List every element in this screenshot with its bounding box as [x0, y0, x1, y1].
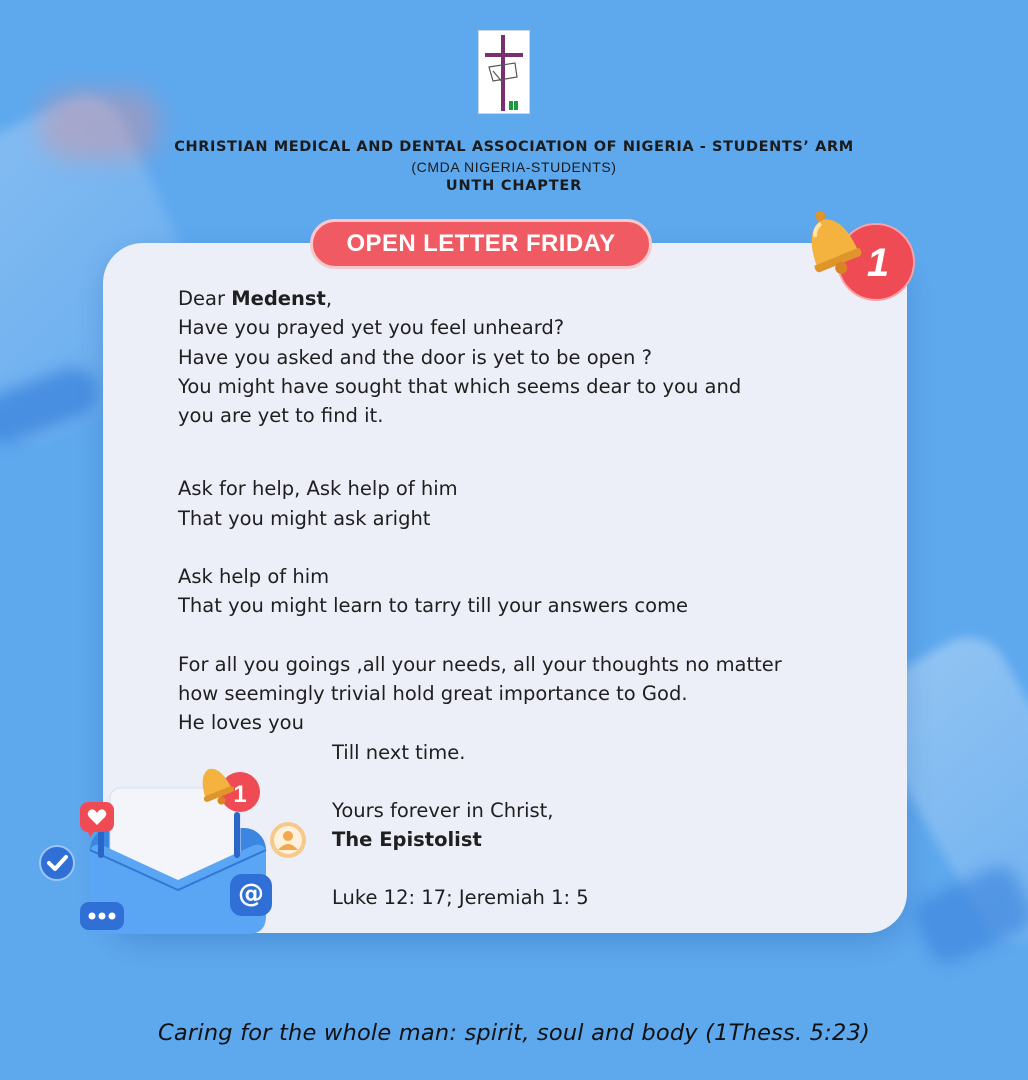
salutation-punctuation: ,: [325, 287, 333, 310]
letter-line: That you might learn to tarry till your answers come: [178, 594, 689, 618]
recipient-name: Medenst: [231, 287, 326, 310]
letter-line: Ask for help, Ask help of him: [178, 477, 458, 501]
letter-line: For all you goings ,all your needs, all your thoughts no matter: [178, 652, 782, 676]
cmda-logo: [478, 30, 530, 114]
letter-line: That you might ask aright: [178, 506, 431, 530]
bell-icon: [194, 758, 266, 814]
salutation: Dear: [178, 287, 232, 310]
heart-icon: [78, 800, 116, 838]
letter-line: He loves you: [178, 711, 304, 735]
chapter-name: UNTH CHAPTER: [445, 178, 583, 194]
tagline: Caring for the whole man: spirit, soul and body (1Thess. 5:23): [158, 1020, 870, 1046]
scripture-references: Luke 12: 17; Jeremiah 1: 5: [332, 886, 589, 910]
at-icon: @: [230, 874, 272, 916]
mail-notification-count: 1: [233, 781, 247, 808]
organization-header: [0, 138, 1028, 195]
letter-line: Have you prayed yet you feel unheard?: [178, 316, 565, 340]
letter-line: how seemingly trivial hold great importance to God.: [178, 681, 688, 705]
letter-line: You might have sought that which seems dear to you and: [178, 374, 742, 398]
closing-line: Yours forever in Christ,: [332, 798, 554, 822]
closing-line: Till next time.: [332, 740, 466, 764]
notification-count: 1: [866, 241, 890, 285]
mailbox-illustration: [34, 758, 294, 948]
letter-line: Have you asked and the door is yet to be open ?: [178, 345, 652, 369]
letter-line: you are yet to find it.: [178, 404, 384, 428]
person-icon: [268, 820, 308, 860]
organization-abbreviation: (CMDA NIGERIA-STUDENTS): [411, 159, 617, 175]
organization-name: CHRISTIAN MEDICAL AND DENTAL ASSOCIATION OF NIGERIA - STUDENTS’ ARM: [174, 139, 854, 155]
open-letter-banner: OPEN LETTER FRIDAY: [310, 219, 652, 269]
check-icon: [38, 844, 76, 882]
signature-name: The Epistolist: [332, 828, 482, 852]
more-icon: [78, 900, 126, 936]
letter-line: Ask help of him: [178, 565, 330, 589]
salutation-line: [178, 284, 878, 313]
